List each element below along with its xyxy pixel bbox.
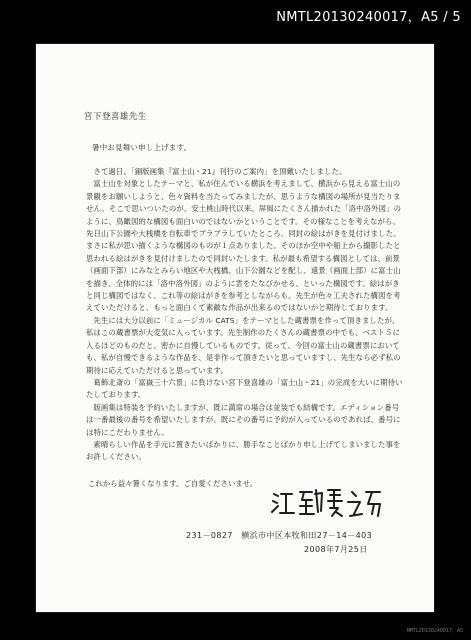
body-paragraph: 先生には大分以前に「ミュージカル CATS」をテーマとした蔵書票を作って頂きましたが、私はこの蔵書票が大変気に入っています。先生制作のたくさんの蔵書票の中でも、ベスト５に入るほどのものだと、密かに自慢しているものです。従って、今回の富士山の蔵書票においても、私が自慢できるような作品を、是非作って頂きたいと思っていますし、先生なら必ず私の期待に応えていただけると思っています。 — [86, 315, 401, 375]
sender-address: 231－0827 横浜市中区本牧和田27－14－403 — [186, 531, 373, 540]
body-paragraph: さて過日、「銅版画集『富士山・21』刊行のご案内」を頂戴いたしました。 — [93, 167, 347, 176]
handwritten-signature — [268, 484, 388, 520]
letter-greeting: 暑中お見舞い申し上げます。 — [92, 143, 192, 152]
letter-salutation: 宮下登喜雄先生 — [84, 111, 147, 121]
letter-body — [86, 166, 406, 464]
letter-date: 2008年7月25日 — [304, 545, 368, 554]
letter-paper — [36, 44, 434, 612]
archive-id: NMTL20130240017，A5 / 5 — [276, 10, 461, 25]
body-paragraph: 葛飾北斎の「富嶽三十六景」に負けない宮下登喜雄の「富士山・21」の完成を大いに期待いたしております。 — [86, 377, 403, 400]
letter-closing: これから益々暑くなります。ご自愛くださいませ。 — [88, 479, 258, 488]
body-paragraph: 版画集は特装を予約いたしますが、既に満席の場合は並装でも結構です。エディション番号は一番最後の番号を希望いたしますが、既にその番号に予約が入っているのであれば、番号には特にこだわりません。 — [86, 402, 401, 437]
archive-note: NMTL20130240017，A5 — [406, 628, 463, 634]
body-paragraph: 素晴らしい作品を手元に置きたいばかりに、勝手なことばかり申し上げてしまいました事をお許しください。 — [86, 439, 401, 462]
body-paragraph: 富士山を対象としたテーマと、私が住んでいる横浜を考えまして、横浜から見える富士山の景観をお願いしようと、色々資料を当たってみましたが、思うような構図の場所が見当たりません。そこで思いついたのが、安土桃山時代以来、屏風にたくさん描かれた「洛中洛外図」のように、鳥瞰図的な構図も面白いのではないかということです。その様なことを考えながら、先日山下公園や大桟橋を自転車でブラブラしていたところ、同封の絵はがきを見付けました。まさに私が思い描くような構図のものが１点ありました。そのほか空中や船上から撮影したと思われる絵はがきを見付けましたので同封いたします。私が最も希望する構図としては、前景（画面下部）にみなとみらい地区や大桟橋、山下公園などを配し、遠景（画面上部）に富士山を描き、全体的には「洛中洛外図」のように雲をたなびかせる、といった構図です。絵はがきと同じ構図ではなく、これ等の絵はがきを参考としながらも、先生が色々工夫された構図を考えていただけると、もっと面白くて素敵な作品が出来るのではないかと期待しております。 — [86, 179, 402, 313]
